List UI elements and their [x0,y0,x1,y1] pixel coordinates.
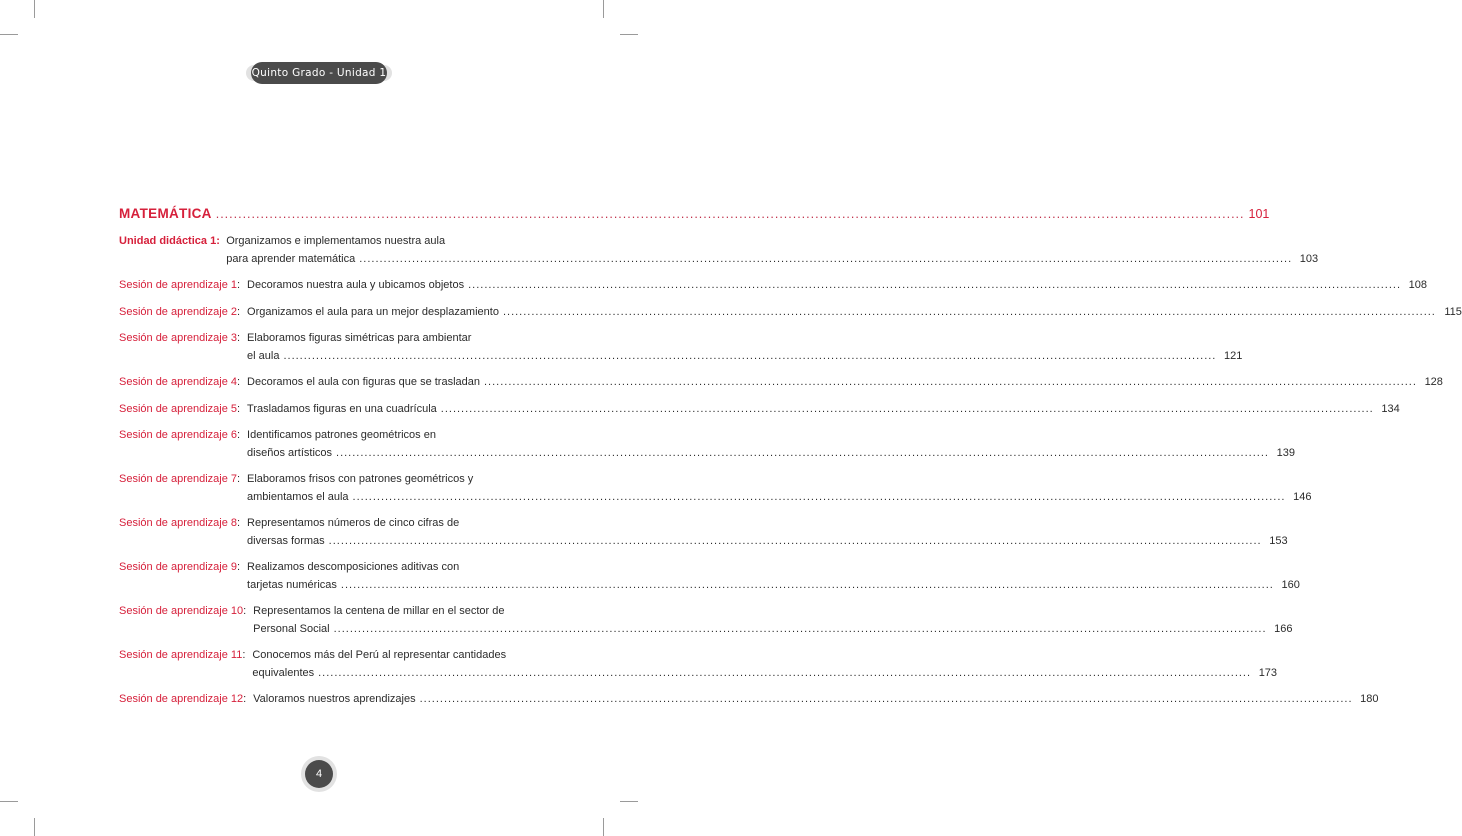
dot-leader [341,577,1274,595]
entry-text: el aula [247,349,280,362]
crop-mark [620,34,638,35]
entry-body [243,603,1292,638]
entry-body [237,401,1400,419]
toc-entry-session[interactable] [119,304,1462,322]
toc-entry-session[interactable] [119,515,1288,550]
entry-text: Organizamos e implementamos nuestra aula [226,235,446,247]
entry-separator: : [242,649,246,661]
entry-line [216,251,1318,269]
entry-line [216,233,1318,251]
entry-line [242,647,1277,665]
dot-leader [216,205,1245,223]
entry-text: Decoramos el aula con figuras que se trasladan [247,376,480,388]
entry-text: equivalentes [252,666,315,679]
entry-line [237,401,1400,419]
entry-line [243,691,1378,709]
section-heading-row[interactable] [119,205,1270,223]
entry-label: Unidad didáctica 1 [119,235,217,247]
entry-page-number: 128 [1424,376,1443,388]
entry-separator: : [216,235,220,247]
page-number: 4 [315,768,323,780]
toc-entry-session[interactable] [119,603,1293,638]
entry-label: Sesión de aprendizaje 9 [119,561,238,573]
entry-body [237,515,1288,550]
entry-page-number: 153 [1269,534,1288,547]
crop-mark [0,801,18,802]
crop-mark [603,818,604,836]
toc-entry-session[interactable] [119,330,1243,365]
entry-separator: : [237,429,241,441]
entry-line [237,304,1462,322]
entry-line [237,277,1427,295]
entry-label: Sesión de aprendizaje 4 [119,376,238,388]
crop-mark [34,818,35,836]
entry-text: diversas formas [247,534,325,547]
crop-mark [620,801,638,802]
entry-label: Sesión de aprendizaje 6 [119,429,238,441]
entry-line [237,330,1242,348]
entry-page-number: 134 [1381,402,1400,415]
entry-label: Sesión de aprendizaje 10 [119,605,244,617]
entry-text: Decoramos nuestra aula y ubicamos objetos [247,279,465,291]
dot-leader [420,691,1353,709]
entry-line [237,471,1311,489]
section-page-number: 101 [1248,207,1270,221]
dot-leader [359,251,1292,269]
entry-text: Organizamos el aula para un mejor desplazamiento [247,305,499,318]
entry-page-number: 108 [1408,279,1428,291]
entry-page-number: 146 [1293,490,1312,503]
toc-entry-session[interactable] [119,401,1400,419]
entry-separator: : [237,279,241,291]
toc-entry-session[interactable] [119,374,1443,392]
entry-line [237,533,1288,551]
table-of-contents [119,205,1462,718]
entry-separator: : [237,473,241,485]
entry-label: Sesión de aprendizaje 12 [119,693,244,705]
entry-body [237,471,1311,506]
entry-text: Personal Social [253,622,330,635]
entry-body [242,647,1277,682]
entry-line [237,445,1295,463]
entry-line [237,489,1311,507]
section-title: MATEMÁTICA [119,206,212,221]
crop-mark [603,0,604,18]
entry-body [237,330,1242,365]
toc-entry-session[interactable] [119,559,1300,594]
entry-label: Sesión de aprendizaje 5 [119,402,238,415]
toc-entry-session[interactable] [119,647,1278,682]
toc-entry-session[interactable] [119,427,1295,462]
entry-line [237,348,1242,366]
toc-entry-session[interactable] [119,471,1312,506]
entry-line [243,603,1292,621]
dot-leader [336,445,1269,463]
entry-text: Trasladamos figuras en una cuadrícula [247,402,437,415]
dot-leader [353,489,1286,507]
entry-label: Sesión de aprendizaje 1 [119,279,238,291]
entry-text: Identificamos patrones geométricos en [247,429,436,441]
toc-entry-unit[interactable] [119,233,1319,268]
entry-separator: : [243,693,247,705]
dot-leader [318,665,1251,683]
crop-mark [34,0,35,18]
entry-separator: : [237,402,241,415]
header-banner [251,62,387,84]
header-title: Quinto Grado - Unidad 1 [251,67,387,79]
entry-text: diseños artísticos [247,446,333,459]
dot-leader [334,621,1267,639]
entry-text: Elaboramos frisos con patrones geométricos y [247,473,474,485]
entry-body [237,277,1427,295]
dot-leader [283,348,1216,366]
entry-text: para aprender matemática [226,252,356,265]
entry-separator: : [237,332,241,344]
entry-text: Valoramos nuestros aprendizajes [253,693,416,705]
entry-separator: : [243,605,247,617]
entry-label: Sesión de aprendizaje 7 [119,473,238,485]
entry-text: Representamos números de cinco cifras de [247,517,460,529]
entry-body [237,374,1443,392]
dot-leader [329,533,1262,551]
toc-entries [119,233,1462,709]
crop-mark [0,34,18,35]
entry-line [237,427,1295,445]
entry-text: Elaboramos figuras simétricas para ambientar [247,332,472,344]
entry-separator: : [237,376,241,388]
entry-page-number: 139 [1276,446,1295,459]
entry-page-number: 103 [1299,252,1319,265]
entry-line [243,621,1292,639]
entry-separator: : [237,561,241,573]
entry-label: Sesión de aprendizaje 2 [119,305,238,318]
entry-separator: : [237,517,241,529]
entry-page-number: 160 [1281,578,1300,591]
dot-leader [484,374,1417,392]
entry-body [216,233,1318,268]
entry-label: Sesión de aprendizaje 8 [119,517,238,529]
entry-text: tarjetas numéricas [247,578,337,591]
dot-leader [503,304,1436,322]
entry-label: Sesión de aprendizaje 11 [119,649,243,661]
entry-line [237,515,1288,533]
entry-text: Representamos la centena de millar en el sector de [253,605,505,617]
entry-body [237,427,1295,462]
page-number-badge [305,760,333,788]
toc-entry-session[interactable] [119,691,1379,709]
entry-separator: : [237,305,241,318]
entry-line [237,374,1443,392]
entry-text: ambientamos el aula [247,490,349,503]
dot-leader [468,277,1401,295]
entry-line [237,559,1300,577]
dot-leader [441,401,1374,419]
entry-page-number: 166 [1274,622,1293,635]
entry-line [237,577,1300,595]
entry-page-number: 121 [1224,349,1243,362]
entry-body [237,559,1300,594]
entry-line [242,665,1277,683]
entry-text: Realizamos descomposiciones aditivas con [247,561,460,573]
entry-text: Conocemos más del Perú al representar cantidades [252,649,507,661]
entry-page-number: 115 [1444,305,1462,318]
entry-label: Sesión de aprendizaje 3 [119,332,238,344]
entry-page-number: 173 [1258,666,1278,679]
entry-body [243,691,1378,709]
entry-page-number: 180 [1360,693,1379,705]
toc-entry-session[interactable] [119,277,1428,295]
entry-body [237,304,1462,322]
